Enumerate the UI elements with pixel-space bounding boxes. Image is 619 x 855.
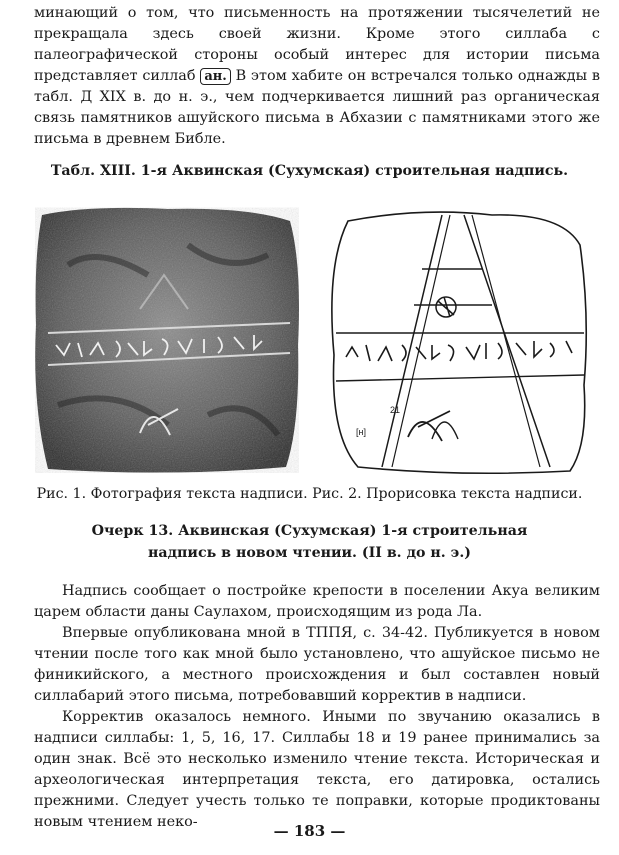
drawing-arch — [432, 422, 458, 439]
inscription-drawing — [322, 205, 592, 478]
body-paragraph-1: Надпись сообщает о постройке крепости в поселении Акуа великим царем области даны Саулахом, происходящим из рода Ла. — [34, 583, 600, 620]
band-bottom — [336, 375, 584, 381]
essay-title-line1: Очерк 13. Аквинская (Сухумская) 1-я строительная — [91, 523, 528, 539]
intro-paragraph — [34, 3, 600, 150]
body-paragraph-2: Впервые опубликована мной в ТППЯ, с. 34-42. Публикуется в новом чтении после того как мной было установлено, что ашуйское письмо не финикийского, а местного происхождения и был составлен новый силлабарий этого письма, потребовавший корректив в надписи. — [34, 625, 600, 704]
intro-text-after: В этом хабите он встречался только однажды в табл. Д XIX в. до н. э., чем подчеркивается лишний раз органическая связь памятников ашуйского письма в Абхазии с памятниками этого же письма в древнем Библе. — [34, 68, 600, 147]
body-paragraph-3: Корректив оказалось немного. Иными по звучанию оказались в надписи силлабы: 1, 5, 16, 17. Силлабы 18 и 19 ранее принимались за один знак. Всё это несколько изменило чтение текста. Историческая и археологическая интерпретация текста, его датировка, остались прежними. Следует учесть только те поправки, которые продиктованы новым чтением неко- — [34, 709, 600, 830]
syllable-an-glyph: ан. — [200, 68, 230, 85]
drawing-label-21: 21 — [390, 405, 401, 415]
figure-caption: Рис. 1. Фотография текста надписи. Рис. 2. Прорисовка текста надписи. — [36, 486, 583, 502]
table-title: Табл. XIII. 1-я Аквинская (Сухумская) строительная надпись. — [50, 163, 569, 179]
page-number: — 183 — — [273, 822, 346, 840]
drawing-bird — [408, 411, 450, 441]
drawing-label-bracket: [н] — [356, 427, 366, 437]
stone-outline — [332, 212, 586, 473]
inscription-photo — [28, 205, 303, 478]
triangle-lines — [382, 215, 550, 467]
drawing-glyphs — [346, 341, 572, 361]
essay-title-line2: надпись в новом чтении. (II в. до н. э.) — [148, 545, 471, 561]
intro-text-before: минающий о том, что письменность на протяжении тысячелетий не прекращала здесь своей жизни. Кроме этого силлаба с палеографической стороны особый интерес для истории письма представляет силлаб — [34, 5, 600, 84]
drawing-symbol-mark — [438, 297, 454, 317]
